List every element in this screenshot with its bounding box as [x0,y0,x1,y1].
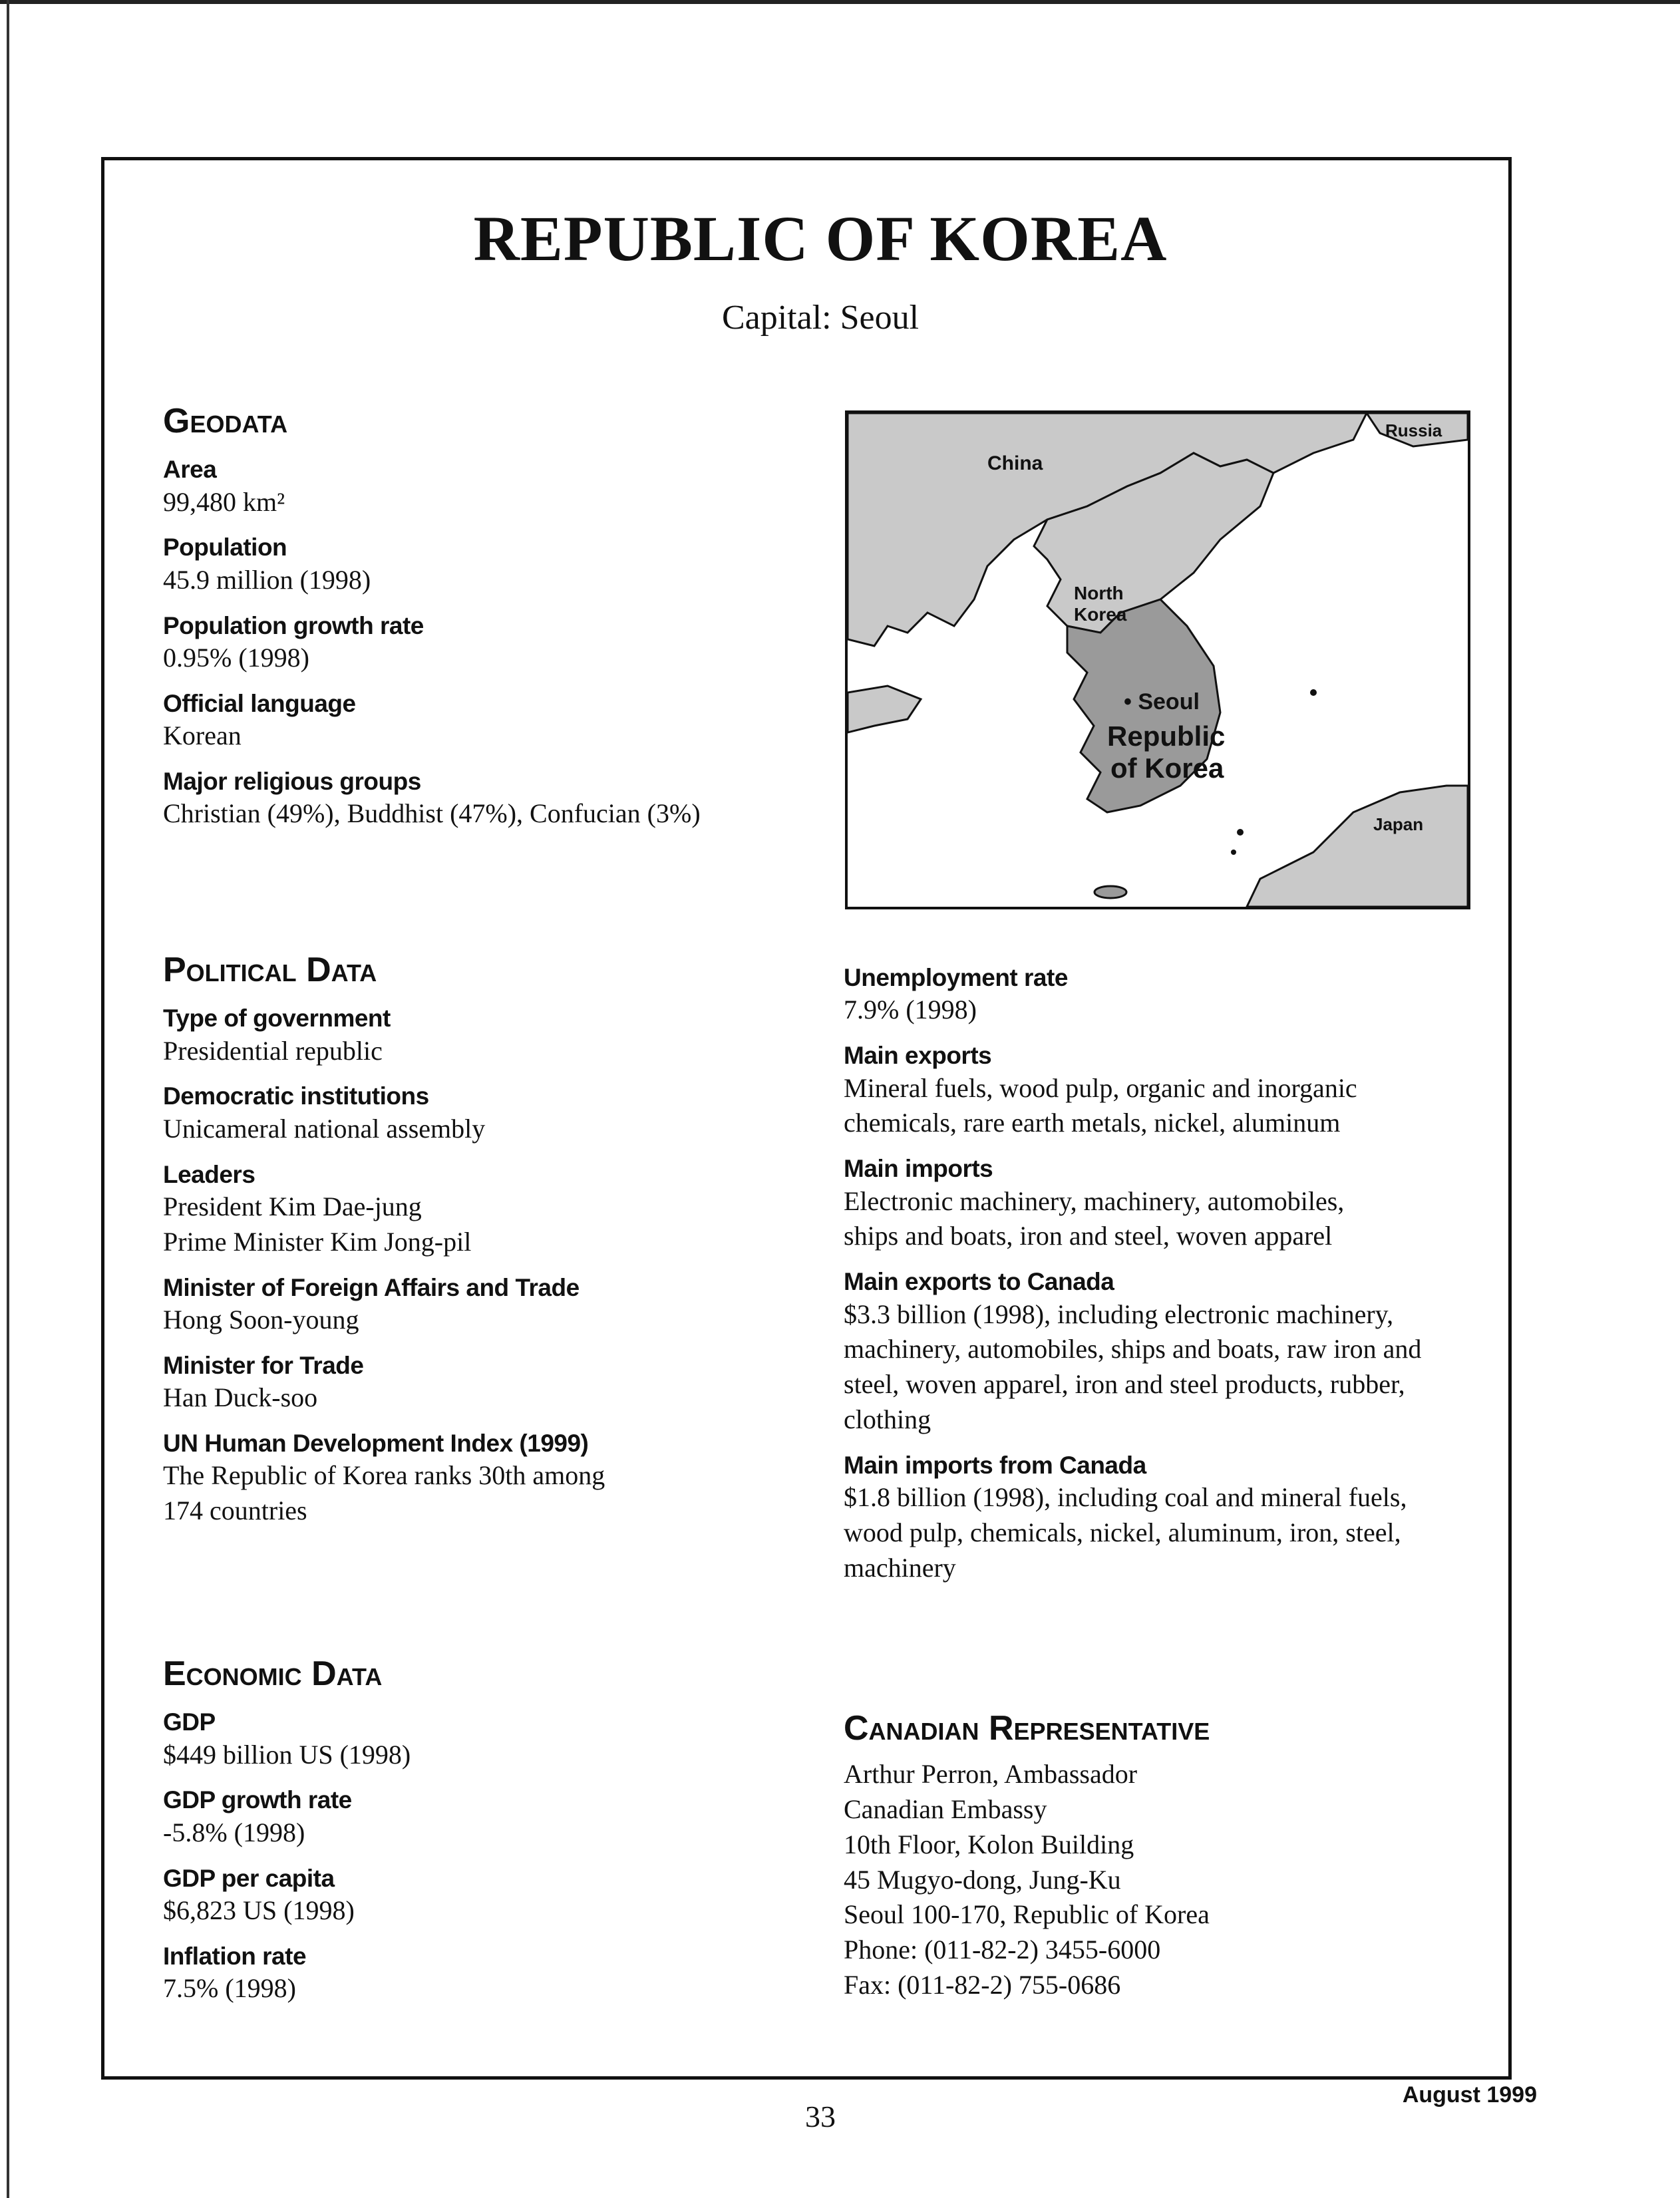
hdi-value: The Republic of Korea ranks 30th among 174 countries [163,1460,605,1526]
economic-item [844,1267,1496,1438]
gdp-growth-label: GDP growth rate [163,1786,352,1814]
map-label-seoul: • Seoul [1124,689,1200,714]
economic-item [163,1942,828,2006]
main-exports-label: Main exports [844,1042,992,1070]
geodata-item [163,533,828,597]
economic-item [163,1708,828,1772]
trade-minister-label: Minister for Trade [163,1351,364,1379]
political-section [163,951,828,1542]
representative-section [844,1710,1496,2003]
economic-item [844,1041,1496,1141]
religion-label: Major religious groups [163,767,421,795]
geodata-item [163,767,828,832]
map-label-rok-line1: Republic [1107,720,1226,752]
economic-heading: Economic Data [163,1654,383,1693]
economic-item [844,963,1496,1028]
foreign-minister-value: Hong Soon-young [163,1304,359,1334]
island-dot [1310,689,1317,696]
leaders-value: President Kim Dae-jung Prime Minister Kim Jong-pil [163,1191,472,1257]
growth-rate-label: Population growth rate [163,611,424,639]
religion-value: Christian (49%), Buddhist (47%), Confucian (3%) [163,798,701,829]
economic-item [844,1154,1496,1254]
political-heading: Political Data [163,951,377,989]
korea-map [845,410,1470,909]
growth-rate-value: 0.95% (1998) [163,642,309,673]
gdp-label: GDP [163,1708,216,1736]
representative-line: Canadian Embassy [844,1794,1047,1824]
government-type-label: Type of government [163,1005,391,1032]
representative-line: Seoul 100-170, Republic of Korea [844,1899,1210,1930]
map-label-russia: Russia [1385,420,1442,440]
map-label-japan: Japan [1373,814,1424,834]
exports-to-canada-label: Main exports to Canada [844,1268,1114,1296]
jeju-island [1094,886,1126,898]
page-title: REPUBLIC OF KOREA [473,203,1168,274]
political-item [163,1273,828,1338]
imports-from-canada-value: $1.8 billion (1998), including coal and mineral fuels, wood pulp, chemicals, nickel, aluminum, iron, steel, machinery [844,1482,1407,1583]
inflation-value: 7.5% (1998) [163,1973,296,2004]
political-item [163,1082,828,1146]
island-dot [1231,850,1236,855]
geodata-item [163,611,828,676]
population-value: 45.9 million (1998) [163,564,371,595]
economic-item [163,1864,828,1929]
representative-line: Arthur Perron, Ambassador [844,1759,1138,1790]
economic-right-section [844,963,1496,1599]
representative-heading: Canadian Representative [844,1709,1210,1748]
economic-item [844,1451,1496,1586]
exports-to-canada-value: $3.3 billion (1998), including electronic machinery, machinery, automobiles, ships and boats, raw iron and steel, woven apparel, iron and steel products, rubber, clothing [844,1299,1422,1434]
main-exports-value: Mineral fuels, wood pulp, organic and inorganic chemicals, rare earth metals, nickel, aluminum [844,1072,1357,1138]
map-label-north-korea-line1: North [1074,583,1124,603]
representative-line: Fax: (011-82-2) 755-0686 [844,1969,1121,2000]
unemployment-value: 7.9% (1998) [844,995,977,1025]
institutions-value: Unicameral national assembly [163,1113,486,1144]
scan-edge-top [0,0,1680,4]
institutions-label: Democratic institutions [163,1082,429,1110]
gdp-growth-value: -5.8% (1998) [163,1817,305,1847]
political-item [163,1004,828,1068]
island-dot [1237,829,1244,836]
map-label-china: China [987,452,1043,474]
economic-item [163,1786,828,1850]
economic-section [163,1655,828,2020]
inflation-label: Inflation rate [163,1942,307,1970]
representative-line: 10th Floor, Kolon Building [844,1829,1134,1859]
foreign-minister-label: Minister of Foreign Affairs and Trade [163,1273,580,1301]
representative-line: 45 Mugyo-dong, Jung-Ku [844,1864,1121,1895]
gdp-per-capita-label: GDP per capita [163,1864,335,1892]
main-imports-label: Main imports [844,1155,993,1183]
representative-line: Phone: (011-82-2) 3455-6000 [844,1935,1161,1965]
area-value: 99,480 km² [163,486,285,517]
geodata-heading: Geodata [163,402,288,440]
footer-date: August 1999 [1402,2082,1537,2108]
imports-from-canada-label: Main imports from Canada [844,1451,1146,1479]
capital-subtitle: Capital: Seoul [721,299,920,337]
unemployment-label: Unemployment rate [844,964,1068,991]
area-label: Area [163,456,217,484]
political-item [163,1160,828,1260]
geodata-section [163,402,828,845]
gdp-value: $449 billion US (1998) [163,1739,411,1770]
language-label: Official language [163,689,356,717]
map-label-rok-line2: of Korea [1110,752,1224,784]
korea-map-graphic [848,413,1468,907]
main-imports-value: Electronic machinery, machinery, automobiles, ships and boats, iron and steel, woven apparel [844,1185,1345,1251]
language-value: Korean [163,720,242,751]
geodata-item [163,455,828,520]
population-label: Population [163,534,287,561]
gdp-per-capita-value: $6,823 US (1998) [163,1895,355,1925]
geodata-item [163,689,828,754]
political-item [163,1351,828,1416]
government-type-value: Presidential republic [163,1035,383,1066]
trade-minister-value: Han Duck-soo [163,1382,318,1413]
leaders-label: Leaders [163,1160,255,1188]
page-number: 33 [805,2100,836,2133]
hdi-label: UN Human Development Index (1999) [163,1429,589,1457]
map-label-north-korea-line2: Korea [1074,604,1127,625]
political-item [163,1429,828,1529]
